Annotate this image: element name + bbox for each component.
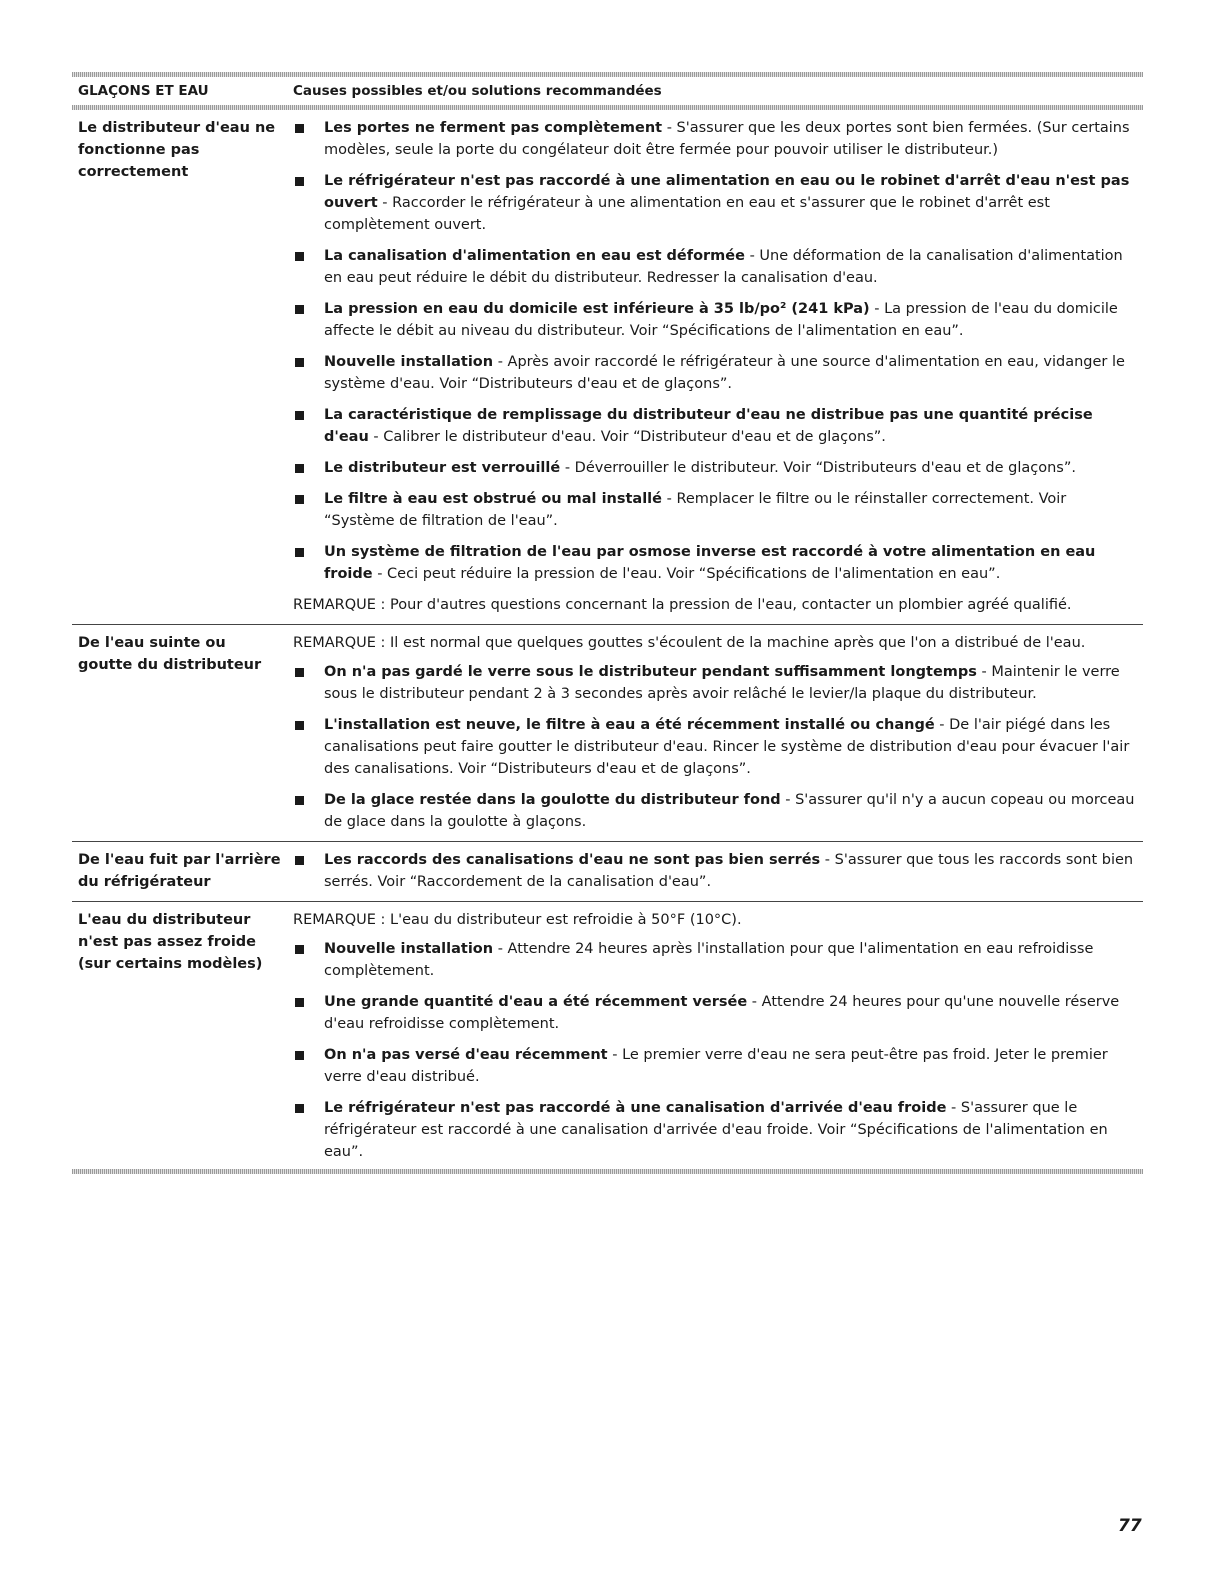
cause-text: Le distributeur est verrouillé [324,460,561,476]
problem-cell: De l'eau suinte ou goutte du distributeur [78,635,262,673]
list-item [293,457,1137,479]
bullet-square-icon [293,938,324,982]
table-row [72,842,1143,902]
solution-text: - Déverrouiller le distributeur. Voir “Distributeurs d'eau et de glaçons”. [560,460,1076,476]
cause-text: La canalisation d'alimentation en eau est déformée [324,248,745,264]
page-number: 77 [1118,1516,1142,1536]
solution-text: - Remplacer le filtre ou le réinstaller correctement. Voir “Système de filtration de l'eau”. [324,491,1067,529]
cause-text: De la glace restée dans la goulotte du distributeur fond [324,792,781,808]
list-item [293,1044,1137,1088]
cause-text: Une grande quantité d'eau a été récemment versée [324,994,748,1010]
list-item [293,991,1137,1035]
solution-text: - Raccorder le réfrigérateur à une alimentation en eau et s'assurer que le robinet d'arrêt est complètement ouvert. [324,195,1050,233]
solution-text: - S'assurer que tous les raccords sont bien serrés. Voir “Raccordement de la canalisation d'eau”. [324,852,1134,890]
bullet-square-icon [293,298,324,342]
bullet-square-icon [293,849,324,893]
header-problem: GLAÇONS ET EAU [78,83,209,99]
solution-text: - La pression de l'eau du domicile affecte le débit au niveau du distributeur. Voir “Spécifications de l'alimentation en eau”. [324,301,1118,339]
cause-text: Un système de filtration de l'eau par osmose inverse est raccordé à votre alimentation en eau froide [324,544,1096,582]
troubleshooting-table [72,72,1143,1174]
bottom-hatch-rule [72,1169,1143,1174]
bullet-square-icon [293,351,324,395]
solution-text: - Maintenir le verre sous le distributeur pendant 2 à 3 secondes après avoir relâché le levier/la plaque du distributeur. [324,664,1120,702]
cause-text: La pression en eau du domicile est inférieure à 35 lb/po² (241 kPa) [324,301,870,317]
cause-text: Les raccords des canalisations d'eau ne sont pas bien serrés [324,852,821,868]
list-item [293,170,1137,236]
bullet-square-icon [293,170,324,236]
solution-text: - Après avoir raccordé le réfrigérateur à une source d'alimentation en eau, vidanger le système d'eau. Voir “Distributeurs d'eau et de glaçons”. [324,354,1125,392]
problem-cell: De l'eau fuit par l'arrière du réfrigérateur [78,852,281,890]
bullet-square-icon [293,1044,324,1088]
bullet-square-icon [293,488,324,532]
solution-text: - Le premier verre d'eau ne sera peut-être pas froid. Jeter le premier verre d'eau distribué. [324,1047,1108,1085]
list-item [293,1097,1137,1163]
note-text: REMARQUE : L'eau du distributeur est refroidie à 50°F (10°C). [293,912,742,928]
solutions-cell [293,849,1143,896]
table-row [72,625,1143,842]
cause-text: Nouvelle installation [324,354,494,370]
cause-text: On n'a pas gardé le verre sous le distributeur pendant suffisamment longtemps [324,664,977,680]
list-item [293,714,1137,780]
solution-text: - Attendre 24 heures pour qu'une nouvelle réserve d'eau refroidisse complètement. [324,994,1120,1032]
list-item [293,351,1137,395]
solution-text: - Attendre 24 heures après l'installation pour que l'alimentation en eau refroidisse complètement. [324,941,1094,979]
list-item [293,661,1137,705]
cause-text: Le réfrigérateur n'est pas raccordé à une alimentation en eau ou le robinet d'arrêt d'eau n'est pas ouvert [324,173,1130,211]
table-row [72,110,1143,625]
solutions-cell [293,632,1143,836]
cause-text: L'installation est neuve, le filtre à eau a été récemment installé ou changé [324,717,935,733]
bullet-square-icon [293,1097,324,1163]
problem-cell: Le distributeur d'eau ne fonctionne pas correctement [78,120,276,180]
table-row [72,902,1143,1169]
bullet-square-icon [293,457,324,479]
problem-cell: L'eau du distributeur n'est pas assez froide (sur certains modèles) [78,912,263,972]
list-item [293,245,1137,289]
solution-text: - Une déformation de la canalisation d'alimentation en eau peut réduire le débit du distributeur. Redresser la canalisation d'eau. [324,248,1123,286]
list-item [293,849,1137,893]
table-header [72,77,1143,105]
header-solutions: Causes possibles et/ou solutions recommandées [293,83,662,99]
list-item [293,298,1137,342]
bullet-square-icon [293,404,324,448]
solutions-cell [293,909,1143,1166]
cause-text: Nouvelle installation [324,941,494,957]
solution-text: - De l'air piégé dans les canalisations peut faire goutter le distributeur d'eau. Rincer le système de distribution d'eau pour évacuer l'air des canalisations. Voir “Distributeurs d'eau et de glaçons”. [324,717,1130,777]
list-item [293,404,1137,448]
bullet-square-icon [293,661,324,705]
note-text: REMARQUE : Pour d'autres questions concernant la pression de l'eau, contacter un plombier agréé qualifié. [293,597,1072,613]
list-item [293,117,1137,161]
cause-text: On n'a pas versé d'eau récemment [324,1047,608,1063]
cause-text: Les portes ne ferment pas complètement [324,120,663,136]
list-item [293,541,1137,585]
solution-text: - S'assurer qu'il n'y a aucun copeau ou morceau de glace dans la goulotte à glaçons. [324,792,1135,830]
note-text: REMARQUE : Il est normal que quelques gouttes s'écoulent de la machine après que l'on a distribué de l'eau. [293,635,1086,651]
bullet-square-icon [293,117,324,161]
bullet-square-icon [293,714,324,780]
solution-text: - S'assurer que le réfrigérateur est raccordé à une canalisation d'arrivée d'eau froide. Voir “Spécifications de l'alimentation en eau”. [324,1100,1108,1160]
cause-text: Le filtre à eau est obstrué ou mal installé [324,491,662,507]
bullet-square-icon [293,245,324,289]
cause-text: La caractéristique de remplissage du distributeur d'eau ne distribue pas une quantité précise d'eau [324,407,1093,445]
bullet-square-icon [293,789,324,833]
solution-text: - Calibrer le distributeur d'eau. Voir “Distributeur d'eau et de glaçons”. [368,429,886,445]
bullet-square-icon [293,541,324,585]
solution-text: - Ceci peut réduire la pression de l'eau. Voir “Spécifications de l'alimentation en eau”. [372,566,1001,582]
bullet-square-icon [293,991,324,1035]
list-item [293,938,1137,982]
solution-text: - S'assurer que les deux portes sont bien fermées. (Sur certains modèles, seule la porte du congélateur doit être fermée pour pouvoir utiliser le distributeur.) [324,120,1130,158]
list-item [293,488,1137,532]
cause-text: Le réfrigérateur n'est pas raccordé à une canalisation d'arrivée d'eau froide [324,1100,947,1116]
solutions-cell [293,117,1143,619]
list-item [293,789,1137,833]
